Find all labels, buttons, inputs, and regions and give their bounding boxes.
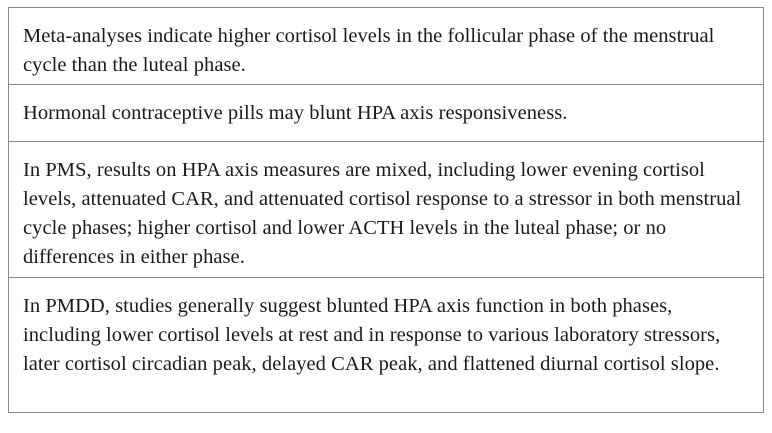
table-row-contraceptive: Hormonal contraceptive pills may blunt HPA axis responsiveness. bbox=[9, 84, 763, 141]
table-row-follicular-luteal: Meta-analyses indicate higher cortisol levels in the follicular phase of the menstrual cycle than the luteal phase. bbox=[23, 25, 715, 76]
table-row-pms: In PMS, results on HPA axis measures are mixed, including lower evening cortisol levels, attenuated CAR, and attenuated cortisol response to a stressor in both menstrual cycle phases; higher cortisol and lower ACTH levels in the luteal phase; or no differences in either phase. bbox=[9, 141, 763, 277]
table-row-pmdd: In PMDD, studies generally suggest blunted HPA axis function in both phases, including lower cortisol levels at rest and in response to various laboratory stressors, later cortisol circadian peak, delayed CAR peak, and flattened diurnal cortisol slope. bbox=[9, 277, 763, 412]
findings-table bbox=[8, 7, 764, 413]
